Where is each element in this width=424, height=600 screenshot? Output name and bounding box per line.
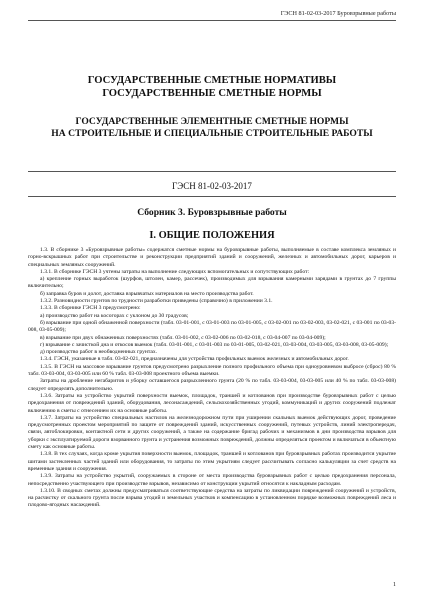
header-rule (28, 20, 396, 21)
body-paragraph: а) крепление горных выработок (шурфов, штолен, камер, рассечек), производимых для взрывания камерными зарядами в грунтах до 7 группы включительно; (28, 276, 396, 290)
body-paragraph: г) взрывание с зачисткой дна и откосов выемок (табл. 03-01-001, с 03-01-003 по 03-01-005, 03-02-021, 03-03-004, 03-03-005, 03-03-008, 03-05-009); (40, 341, 389, 348)
subtitle-line-2: НА СТРОИТЕЛЬНЫЕ И СПЕЦИАЛЬНЫЕ СТРОИТЕЛЬНЫЕ РАБОТЫ (51, 128, 373, 139)
body-paragraph: а) производство работ на косогорах с уклоном до 30 градусов; (40, 312, 189, 319)
body-paragraph: 1.3.9. Затраты на устройство укрытий, сооружаемых в стороне от места производства буровзрывных работ с целью предохранения персонала, непосредственно участвующего при производстве взрывов, независимо от конструкции укрытий относятся к накладным расходам. (28, 473, 396, 487)
body-paragraph: 1.3.4. ГЭСН, указанные в табл. 03-02-021, предназначены для устройства профильных выемок железных и автомобильных дорог. (40, 356, 349, 363)
main-title-line-1: ГОСУДАРСТВЕННЫЕ СМЕТНЫЕ НОРМАТИВЫ (87, 75, 337, 86)
section-heading: I. ОБЩИЕ ПОЛОЖЕНИЯ (149, 230, 275, 241)
collection-title: Сборник 3. Буровзрывные работы (137, 207, 287, 218)
body-paragraph: Затраты на дробление негабаритов и уборку оставшегося разрыхленного грунта (20 % по табл. 03-03-004, 03-03-005 или 40 % по табл. 03-03-008) следует определять дополнительно. (28, 378, 396, 392)
body-paragraph: 1.3.8. В тех случаях, когда кроме укрытия поверхности выемок, площадок, траншей и котлованов при буровзрывных работах производится укрытие шитами застекленных частей зданий или оборудования, то затраты по этим укрытиям следует рассчитывать согласно калькуляции за счет средств на временные здания и сооружения. (28, 451, 396, 472)
running-header: ГЭСН 81-02-03-2017 Буровзрывные работы (280, 10, 396, 17)
body-paragraph: 1.3.10. В сводных сметах должны предусматриваться соответствующие средства на затраты по ликвидации повреждений сооружений и устройств, на расчистку от скального грунта после взрыва угодий и земельных участков и компенсацию в установленном порядке возможных повреждений леса и плодово-ягодных насаждений. (28, 487, 396, 509)
body-paragraph: б) заправка буров и долот, доставка взрывчатых материалов на место производства работ. (40, 290, 254, 297)
body-paragraph: 1.3.6. Затраты на устройство укрытий поверхности выемок, площадок, траншей и котлованов при производстве буровзрывных работ с целью предохранения от повреждений зданий, оборудования, лесонасаждений, сельскохозяйственных угодий, коммуникаций и других сооружений подлежат включению в сметы с отнесением их на основные работы. (28, 392, 396, 414)
body-paragraph: в) взрывание при двух обнаженных поверхностях (табл. 03-01-002, с 03-02-006 по 03-02-018, с 03-04-007 по 03-04-009); (40, 334, 326, 341)
body-paragraph: 1.3.5. В ГЭСН на массовое взрывание грунтов предусмотрено разрыхление полного профильного объема при одноуровневом выбросе (сброс) 80 % табл. 03-03-004, 03-03-005 или 60 % табл. 03-03-008 проектного объема выемки. (28, 363, 396, 378)
body-paragraph: 1.3. В сборнике 3 «Буровзрывные работы» содержатся сметные нормы на буровзрывные работы, выполняемые в составе комплекса земляных и горно-вскрышных работ при строительстве и реконструкции предприятий зданий и сооружений, железных и автомобильных дорог, карьеров и специальных земляных сооружений. (28, 247, 396, 268)
page-number: 1 (393, 582, 396, 588)
code-rule-top (28, 171, 396, 172)
body-paragraph: д) производство работ в необводненных грунтах. (40, 349, 158, 356)
body-paragraph: б) взрывание при одной обнаженной поверхности (табл. 03-01-001, с 03-01-003 по 03-01-005, с 03-02-001 по 03-02-003, 03-02-021, с 03-001 по 03-03-008, 03-05-009); (28, 319, 396, 334)
body-paragraph: 1.3.7. Затраты на устройство специальных настилов на железнодорожном пути при уширении скальных выемок действующих дорог, проведение предусмотренных проектом мероприятий по защите от повреждений зданий, искусственных сооружений, путевых устройств, линий электропередач, связи, автоблокировки, контактной сети и других сооружений, а также на содержание бригад рабочих и механизмов в дни производства взрывов для уборки с эксплуатируемой дороги взорванного грунта и устранения возможных повреждений, должны определяться проектом и включаться в объектную смету как основные работы. (28, 414, 396, 451)
document-body (28, 247, 396, 510)
main-title-line-2: ГОСУДАРСТВЕННЫЕ СМЕТНЫЕ НОРМЫ (102, 88, 322, 99)
body-paragraph: 1.3.1. В сборнике ГЭСН 3 учтены затраты на выполнение следующих вспомогательных и сопутствующих работ: (40, 268, 310, 275)
code-rule-bottom (28, 196, 396, 197)
subtitle-line-1: ГОСУДАРСТВЕННЫЕ ЭЛЕМЕНТНЫЕ СМЕТНЫЕ НОРМЫ (75, 116, 349, 127)
body-paragraph: 1.3.3. В сборнике ГЭСН 3 предусмотрено: (40, 305, 141, 312)
body-paragraph: 1.3.2. Разновидности грунтов по трудности разработки приведены (справочно) в приложении 3.1. (40, 298, 273, 305)
document-code: ГЭСН 81-02-03-2017 (172, 181, 252, 191)
